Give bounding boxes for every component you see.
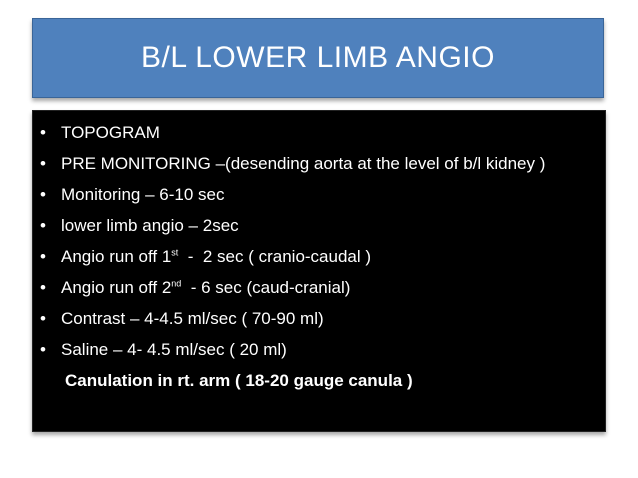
bullet-item-saline <box>33 338 605 361</box>
bullet-dot: • <box>40 154 46 173</box>
bullet-item-angio-run-off-2 <box>33 276 605 299</box>
bullet-item-monitoring <box>33 183 605 206</box>
content-box <box>32 110 606 432</box>
bullet-text-pre: Angio run off 2 <box>61 278 172 297</box>
canulation-note: Canulation in rt. arm ( 18-20 gauge canula ) <box>65 371 413 390</box>
bullet-text-post: - 6 sec (caud-cranial) <box>181 278 351 297</box>
bullet-text-post: - 2 sec ( cranio-caudal ) <box>178 247 372 266</box>
bullet-text: TOPOGRAM <box>61 123 160 142</box>
bullet-dot: • <box>40 278 46 297</box>
bullet-text: Monitoring – 6-10 sec <box>61 185 225 204</box>
bullet-item-topogram <box>33 121 605 144</box>
bullet-dot: • <box>40 309 46 328</box>
bullet-dot: • <box>40 185 46 204</box>
title-box <box>32 18 604 98</box>
bullet-item-contrast <box>33 307 605 330</box>
bullet-text: Contrast – 4-4.5 ml/sec ( 70-90 ml) <box>61 309 324 328</box>
bullet-item-pre-monitoring <box>33 152 605 175</box>
bullet-dot: • <box>40 123 46 142</box>
bullet-dot: • <box>40 340 46 359</box>
bullet-list <box>33 121 605 361</box>
slide-title: B/L LOWER LIMB ANGIO <box>141 41 495 74</box>
bullet-text: PRE MONITORING –(desending aorta at the level of b/l kidney ) <box>61 154 546 173</box>
bullet-dot: • <box>40 247 46 266</box>
ordinal-suffix: st <box>171 247 179 258</box>
bullet-item-lower-limb-angio <box>33 214 605 237</box>
bullet-text-pre: Angio run off 1 <box>61 247 172 266</box>
bullet-item-angio-run-off-1 <box>33 245 605 268</box>
ordinal-suffix: nd <box>171 278 182 289</box>
bullet-text: Saline – 4- 4.5 ml/sec ( 20 ml) <box>61 340 287 359</box>
bullet-dot: • <box>40 216 46 235</box>
bullet-text: lower limb angio – 2sec <box>61 216 239 235</box>
